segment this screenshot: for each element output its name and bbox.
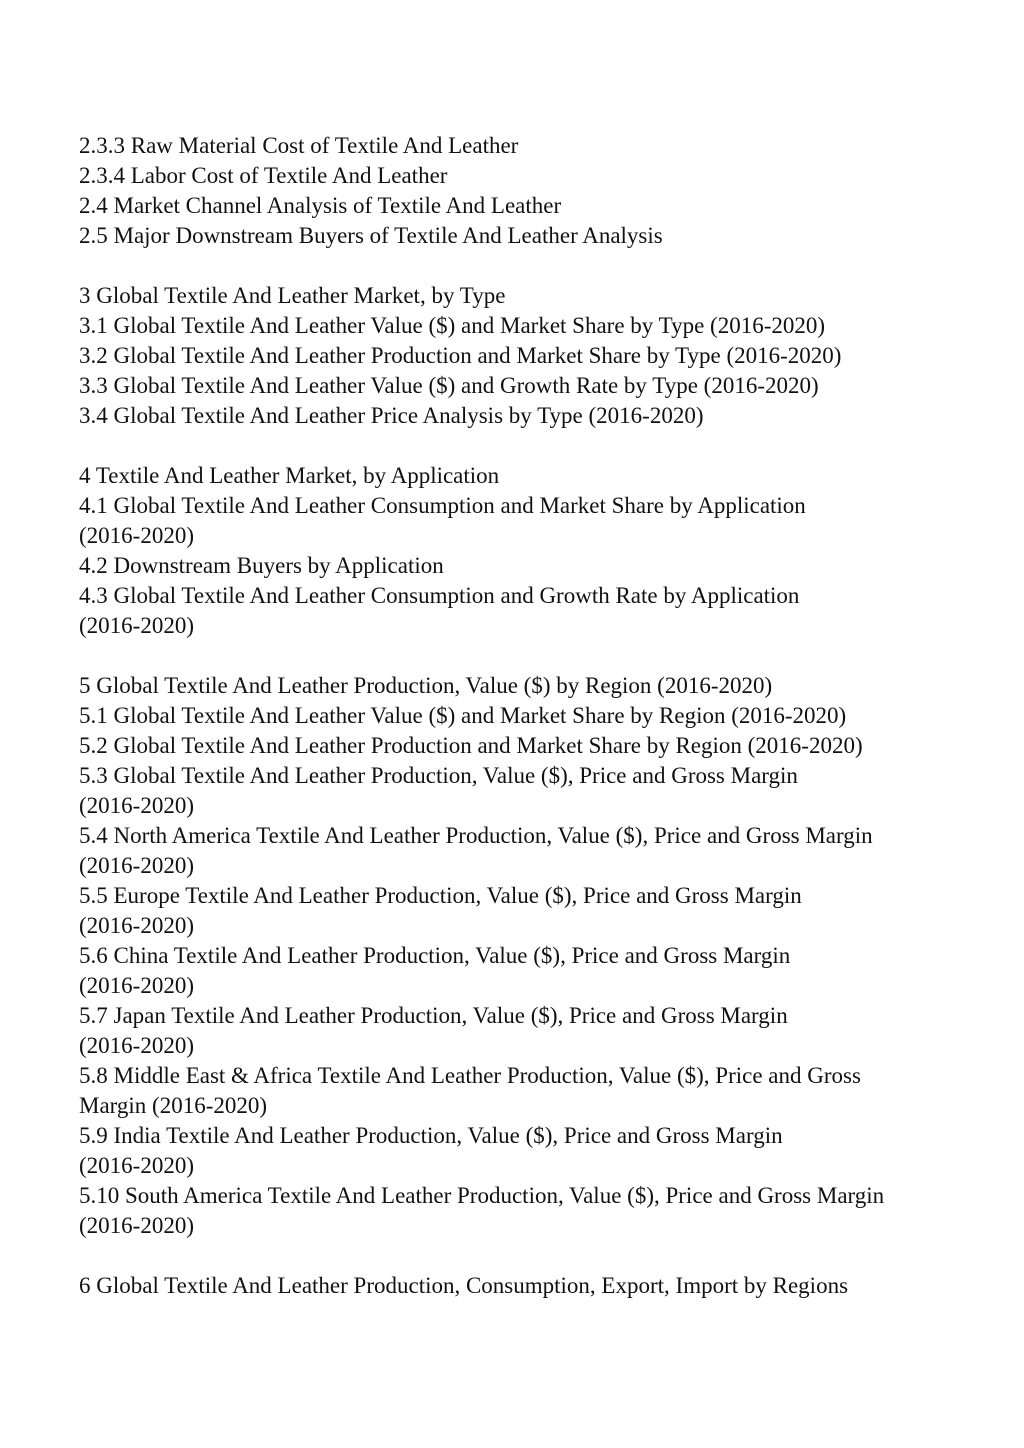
toc-section-4 <box>79 461 949 641</box>
toc-entry-continuation: (2016-2020) <box>79 973 194 998</box>
toc-entry: 5.1 Global Textile And Leather Value ($) and Market Share by Region (2016-2020) <box>79 703 847 728</box>
toc-entry: 4.3 Global Textile And Leather Consumption and Growth Rate by Application <box>79 583 800 608</box>
toc-heading: 3 Global Textile And Leather Market, by Type <box>79 283 506 308</box>
toc-entry: 2.3.3 Raw Material Cost of Textile And Leather <box>79 133 519 158</box>
toc-entry: 5.9 India Textile And Leather Production, Value ($), Price and Gross Margin <box>79 1123 783 1148</box>
section-spacer <box>79 1241 949 1271</box>
toc-entry: 2.5 Major Downstream Buyers of Textile And Leather Analysis <box>79 223 663 248</box>
toc-entry: 3.4 Global Textile And Leather Price Analysis by Type (2016-2020) <box>79 403 704 428</box>
toc-heading: 5 Global Textile And Leather Production, Value ($) by Region (2016-2020) <box>79 673 773 698</box>
toc-entry: 2.3.4 Labor Cost of Textile And Leather <box>79 163 448 188</box>
toc-entry: 2.4 Market Channel Analysis of Textile And Leather <box>79 193 562 218</box>
toc-entry: 5.8 Middle East & Africa Textile And Leather Production, Value ($), Price and Gross <box>79 1063 861 1088</box>
toc-entry: 3.2 Global Textile And Leather Production and Market Share by Type (2016-2020) <box>79 343 842 368</box>
toc-entry-continuation: (2016-2020) <box>79 613 194 638</box>
toc-entry: 3.1 Global Textile And Leather Value ($) and Market Share by Type (2016-2020) <box>79 313 826 338</box>
toc-entry: 5.5 Europe Textile And Leather Production, Value ($), Price and Gross Margin <box>79 883 802 908</box>
toc-entry: 5.3 Global Textile And Leather Production, Value ($), Price and Gross Margin <box>79 763 798 788</box>
toc-entry-continuation: (2016-2020) <box>79 913 194 938</box>
toc-entry-continuation: (2016-2020) <box>79 853 194 878</box>
toc-entry-continuation: (2016-2020) <box>79 1213 194 1238</box>
toc-entry: 3.3 Global Textile And Leather Value ($) and Growth Rate by Type (2016-2020) <box>79 373 819 398</box>
table-of-contents <box>79 131 949 1301</box>
toc-section-2 <box>79 131 949 251</box>
toc-entry: 4.1 Global Textile And Leather Consumption and Market Share by Application <box>79 493 806 518</box>
toc-entry: 5.2 Global Textile And Leather Production and Market Share by Region (2016-2020) <box>79 733 863 758</box>
toc-entry: 4.2 Downstream Buyers by Application <box>79 553 444 578</box>
toc-entry-continuation: Margin (2016-2020) <box>79 1093 268 1118</box>
toc-entry-continuation: (2016-2020) <box>79 523 194 548</box>
toc-heading: 4 Textile And Leather Market, by Application <box>79 463 500 488</box>
toc-entry-continuation: (2016-2020) <box>79 1153 194 1178</box>
section-spacer <box>79 251 949 281</box>
toc-section-6 <box>79 1271 949 1301</box>
toc-entry-continuation: (2016-2020) <box>79 1033 194 1058</box>
toc-entry: 5.10 South America Textile And Leather Production, Value ($), Price and Gross Margin <box>79 1183 885 1208</box>
toc-section-3 <box>79 281 949 431</box>
toc-entry: 5.4 North America Textile And Leather Production, Value ($), Price and Gross Margin <box>79 823 873 848</box>
section-spacer <box>79 431 949 461</box>
toc-section-5 <box>79 671 949 1241</box>
toc-entry: 5.6 China Textile And Leather Production, Value ($), Price and Gross Margin <box>79 943 791 968</box>
toc-entry-continuation: (2016-2020) <box>79 793 194 818</box>
toc-heading: 6 Global Textile And Leather Production, Consumption, Export, Import by Regions <box>79 1273 849 1298</box>
toc-entry: 5.7 Japan Textile And Leather Production, Value ($), Price and Gross Margin <box>79 1003 788 1028</box>
section-spacer <box>79 641 949 671</box>
